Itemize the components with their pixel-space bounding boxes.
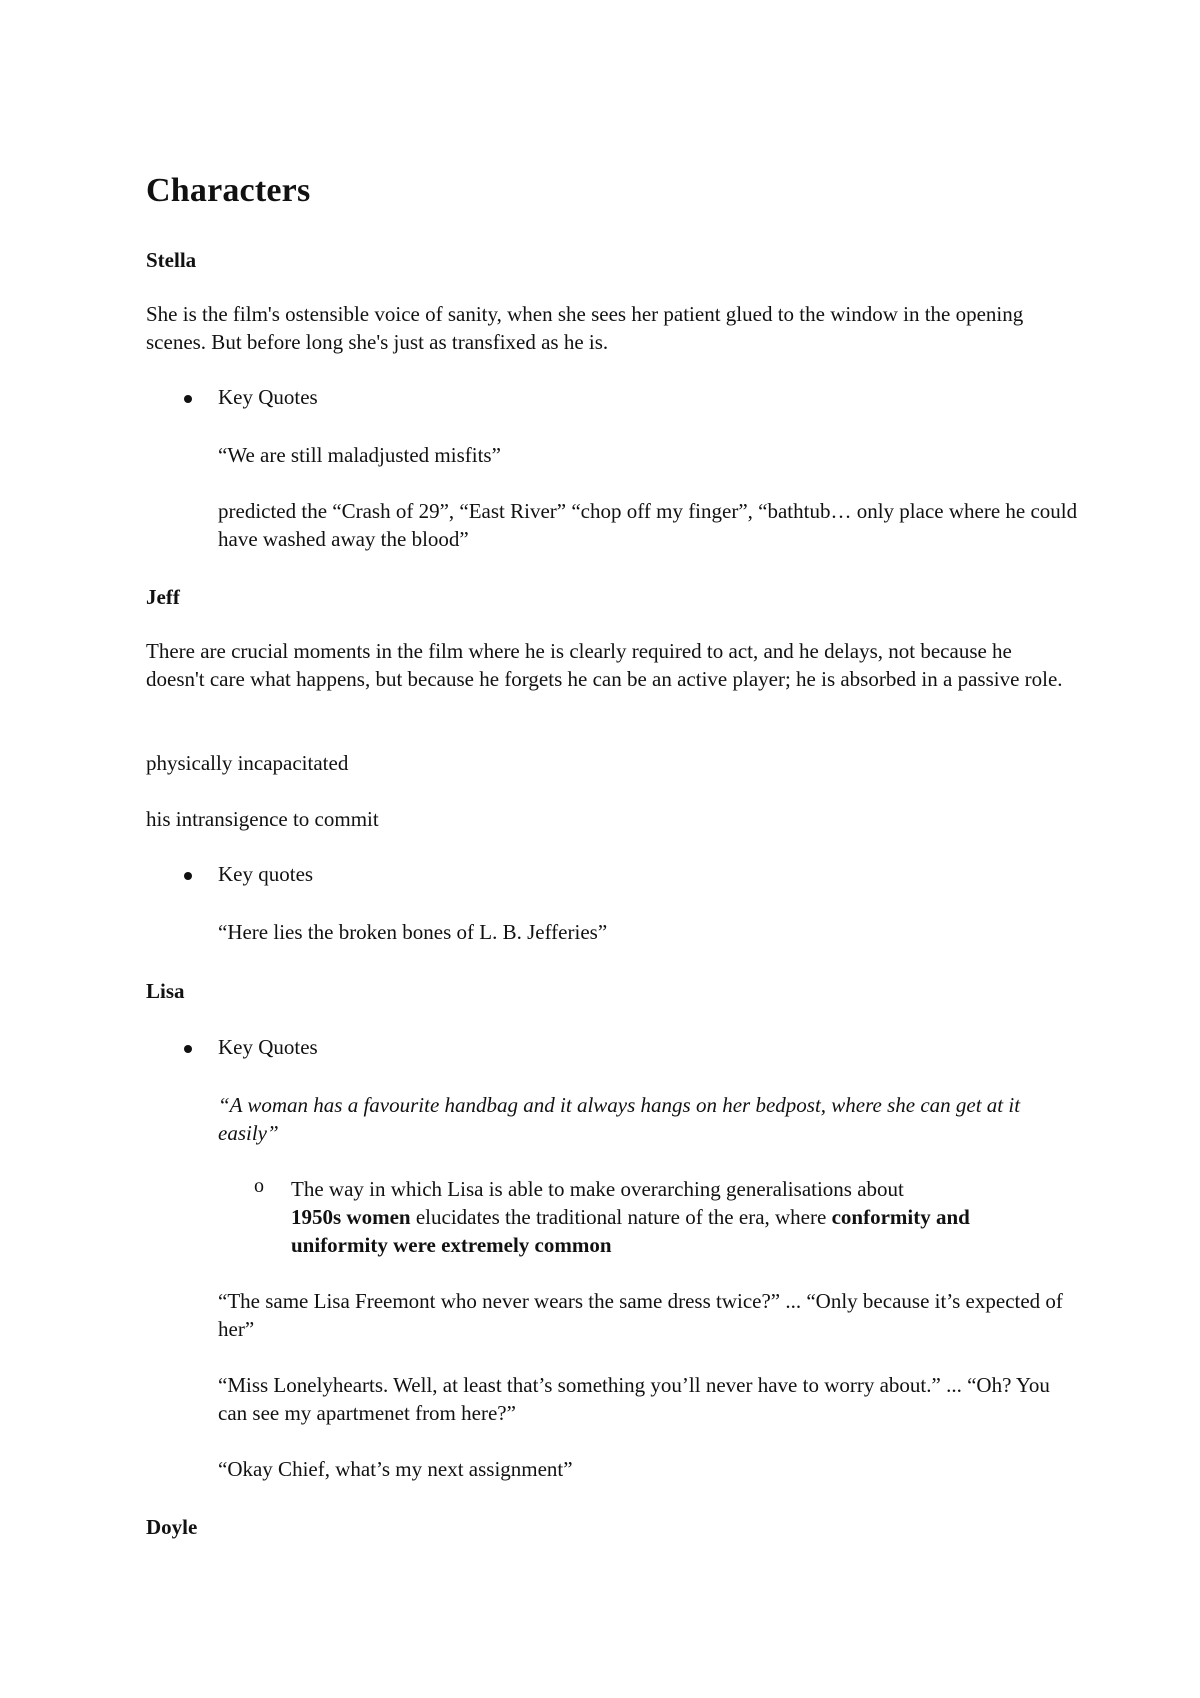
lisa-key-quotes-label: Key Quotes [218, 1035, 318, 1059]
lisa-analysis-text-2: elucidates the traditional nature of the era, where [410, 1205, 832, 1229]
lisa-quote-3: “Miss Lonelyhearts. Well, at least that’s something you’ll never have to worry about.” ... “Oh? You can see my apartmenet from here?” [218, 1373, 1050, 1425]
lisa-quote-1: “A woman has a favourite handbag and it always hangs on her bedpost, where she can get at it easily” [218, 1093, 1021, 1145]
character-name-stella: Stella [146, 248, 197, 272]
bullet-dot-icon [184, 872, 192, 880]
lisa-quote-2: “The same Lisa Freemont who never wears the same dress twice?” ... “Only because it’s expected of her” [218, 1289, 1063, 1341]
character-name-jeff: Jeff [146, 585, 180, 609]
bullet-dot-icon [184, 1045, 192, 1053]
lisa-analysis-bold-1: 1950s women [291, 1205, 411, 1229]
stella-key-quotes-label: Key Quotes [218, 385, 318, 409]
sub-bullet-marker: o [254, 1175, 264, 1197]
lisa-analysis-text-1: The way in which Lisa is able to make overarching generalisations about [291, 1177, 904, 1201]
jeff-note-1: physically incapacitated [146, 751, 349, 775]
character-name-lisa: Lisa [146, 979, 185, 1003]
lisa-analysis [291, 1175, 1071, 1259]
stella-description: She is the film's ostensible voice of sanity, when she sees her patient glued to the window in the opening scenes. But before long she's just as transfixed as he is. [146, 302, 1024, 354]
stella-quote-1: “We are still maladjusted misfits” [218, 443, 501, 467]
jeff-description: There are crucial moments in the film where he is clearly required to act, and he delays, not because he doesn't care what happens, but because he forgets he can be an active player; he is absorbed in a passive role. [146, 639, 1063, 691]
lisa-analysis-bold-2: conformity and uniformity were extremely common [291, 1205, 970, 1257]
jeff-note-2: his intransigence to commit [146, 807, 379, 831]
bullet-dot-icon [184, 395, 192, 403]
jeff-key-quotes-label: Key quotes [218, 862, 314, 886]
page-title: Characters [146, 172, 311, 209]
stella-quote-2: predicted the “Crash of 29”, “East River” “chop off my finger”, “bathtub… only place where he could have washed away the blood” [218, 499, 1078, 551]
character-name-doyle: Doyle [146, 1515, 198, 1539]
lisa-quote-4: “Okay Chief, what’s my next assignment” [218, 1457, 573, 1481]
jeff-quote-1: “Here lies the broken bones of L. B. Jefferies” [218, 920, 608, 944]
